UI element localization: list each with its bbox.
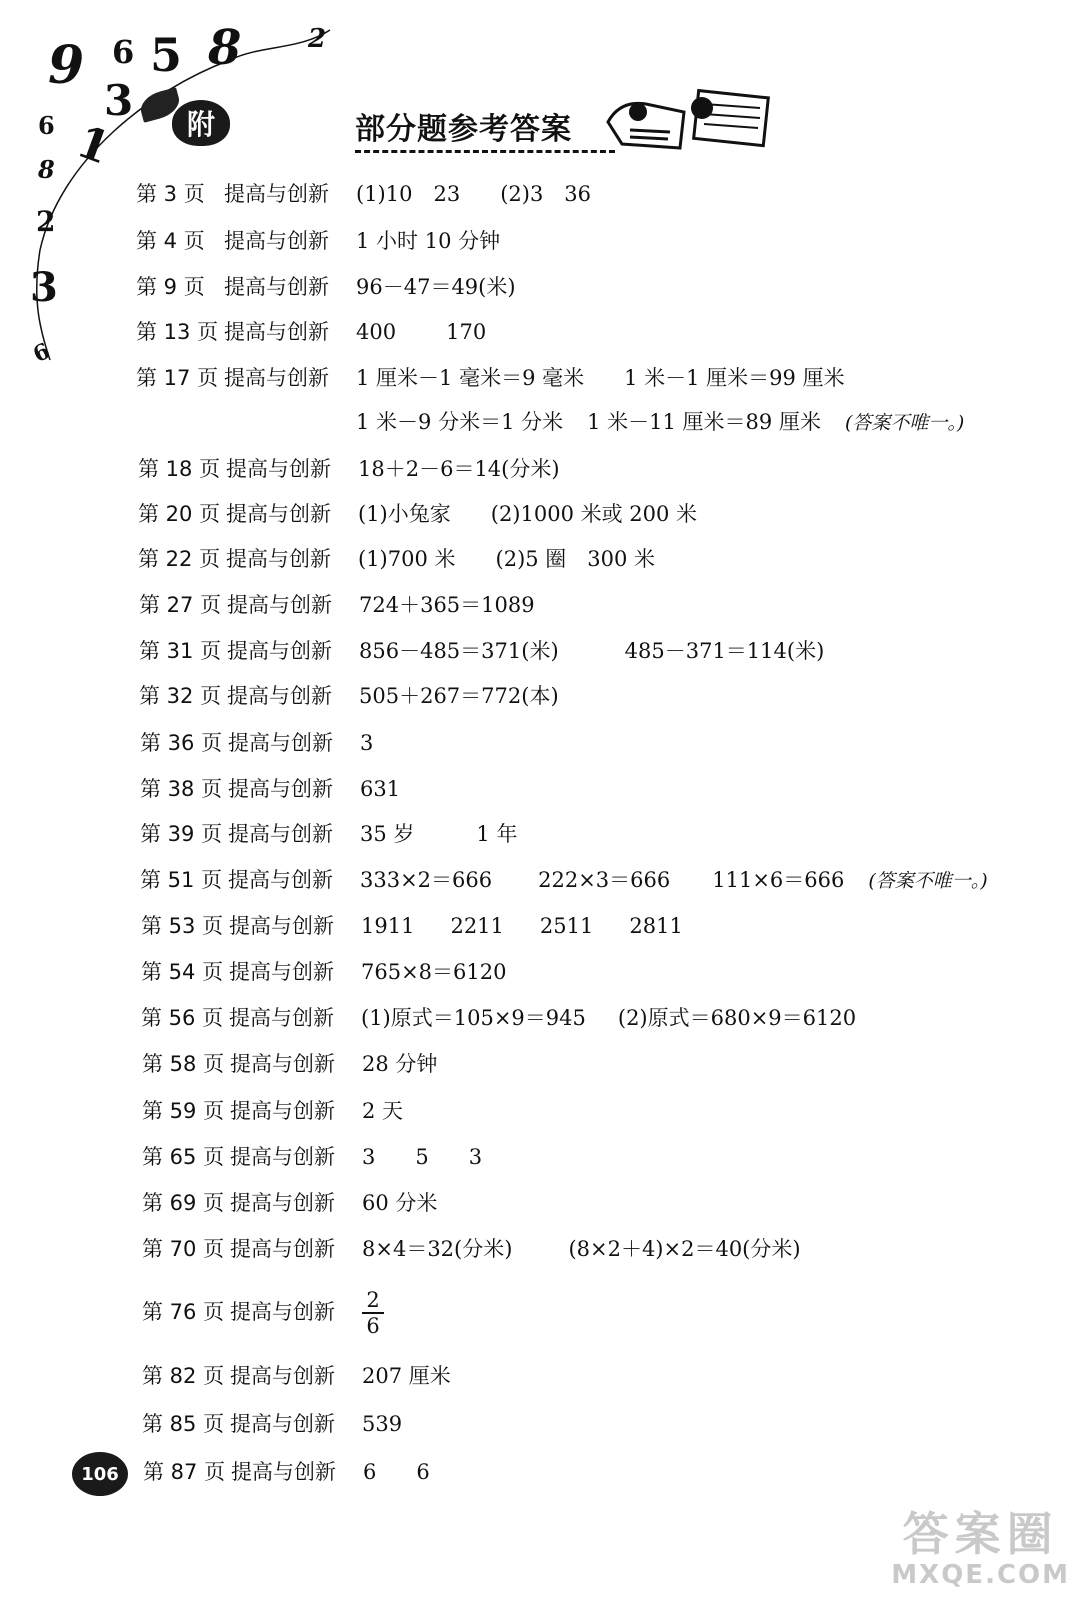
answer-row (143, 1458, 430, 1486)
answer-text: 96－47＝49(米) (356, 275, 516, 299)
section-label: 提高与创新 (228, 777, 333, 801)
page-title: 部分题参考答案 (355, 112, 572, 147)
answer-text: 856－485＝371(米) (359, 639, 559, 663)
answer-text: 2511 (539, 914, 594, 938)
answer-text: 35 岁 (360, 822, 415, 846)
section-label: 提高与创新 (229, 1006, 334, 1030)
section-label: 提高与创新 (224, 275, 329, 299)
page-number: 106 (72, 1452, 128, 1496)
answer-text: 1 年 (476, 822, 518, 846)
page-ref: 第 31 页 (139, 639, 222, 663)
section-label: 提高与创新 (228, 822, 333, 846)
section-label: 提高与创新 (230, 1364, 335, 1388)
page-ref: 第 51 页 (140, 868, 223, 892)
answer-text: 2811 (629, 914, 683, 938)
answer-row (136, 364, 845, 392)
answer-text: (8×2＋4)×2＝40(分米) (568, 1237, 801, 1261)
answer-row (142, 1050, 437, 1078)
answer-row (141, 958, 506, 986)
answer-text: 5 (415, 1145, 429, 1169)
section-label: 提高与创新 (227, 639, 332, 663)
answer-row (140, 866, 988, 894)
fraction-answer (362, 1288, 384, 1338)
page-ref: 第 69 页 (142, 1191, 225, 1215)
answer-row (142, 1410, 402, 1438)
section-label: 提高与创新 (226, 457, 331, 481)
section-label: 提高与创新 (230, 1299, 335, 1324)
answer-text: (1)小兔家 (358, 502, 451, 526)
page-ref: 第 53 页 (141, 914, 224, 938)
answer-row (141, 1004, 856, 1032)
page-ref: 第 20 页 (138, 502, 221, 526)
page-ref: 第 36 页 (140, 731, 223, 755)
answer-text: 18＋2－6＝14(分米) (358, 457, 560, 481)
page-ref: 第 27 页 (139, 593, 222, 617)
books-illustration-icon (600, 82, 780, 154)
answer-text: 111×6＝666 (712, 868, 845, 892)
answer-text: 400 (356, 320, 397, 344)
answer-text: 1911 (361, 914, 415, 938)
answer-text: 60 分米 (362, 1191, 438, 1215)
answer-text: (2)3 36 (500, 182, 592, 206)
fraction-denominator: 6 (366, 1314, 380, 1338)
deco-digit: 1 (70, 116, 117, 175)
answer-text: 765×8＝6120 (361, 960, 507, 984)
answer-row (142, 1362, 451, 1390)
answer-text: (2)5 圈 300 米 (495, 547, 656, 571)
deco-digit: 2 (308, 24, 327, 54)
section-label: 提高与创新 (227, 684, 332, 708)
answer-row (140, 820, 517, 848)
fraction-numerator: 2 (366, 1288, 380, 1312)
section-label: 提高与创新 (224, 182, 329, 206)
deco-digit: 3 (30, 264, 58, 311)
section-label: 提高与创新 (227, 593, 332, 617)
answer-text: 28 分钟 (362, 1052, 438, 1076)
answer-row (139, 591, 535, 619)
answer-text: 1 厘米－1 毫米＝9 毫米 (356, 366, 585, 390)
section-label: 提高与创新 (224, 320, 329, 344)
section-label: 提高与创新 (230, 1191, 335, 1215)
answer-row (138, 455, 560, 483)
answer-text: 631 (360, 777, 401, 801)
page-ref: 第 82 页 (142, 1364, 225, 1388)
answer-text: (答案不唯一。) (868, 870, 988, 892)
page-ref: 第 87 页 (143, 1460, 226, 1484)
section-label: 提高与创新 (230, 1412, 335, 1436)
deco-digit: 6 (29, 337, 55, 369)
appendix-badge: 附 (172, 100, 230, 146)
answer-row (138, 500, 697, 528)
page-ref: 第 58 页 (142, 1052, 225, 1076)
page-ref: 第 13 页 (136, 320, 219, 344)
answer-text: (答案不唯一。) (844, 412, 965, 434)
answer-text: (1)700 米 (358, 547, 456, 571)
answer-text: 1 米－11 厘米＝89 厘米 (587, 410, 821, 434)
section-label: 提高与创新 (229, 960, 334, 984)
section-label: 提高与创新 (231, 1460, 336, 1484)
answer-row (139, 682, 559, 710)
deco-digit: 5 (150, 28, 183, 82)
page-ref: 第 70 页 (142, 1237, 225, 1261)
section-label: 提高与创新 (224, 229, 329, 253)
answer-text: 3 (362, 1145, 376, 1169)
deco-digit: 8 (208, 20, 242, 76)
answer-text: 2 天 (362, 1099, 404, 1123)
deco-digit: 6 (38, 111, 55, 140)
answer-text: 333×2＝666 (360, 868, 493, 892)
page-ref: 第 76 页 (142, 1299, 225, 1324)
answer-row (136, 180, 591, 208)
section-label: 提高与创新 (230, 1052, 335, 1076)
section-label: 提高与创新 (229, 914, 334, 938)
answer-text: 3 (360, 731, 374, 755)
answer-text: 222×3＝666 (538, 868, 671, 892)
page-ref: 第 85 页 (142, 1412, 225, 1436)
answer-text: (1)原式＝105×9＝945 (361, 1006, 586, 1030)
answer-text: 539 (362, 1412, 403, 1436)
section-label: 提高与创新 (224, 366, 329, 390)
answer-row (140, 775, 400, 803)
answer-row (142, 1097, 403, 1125)
answer-row (136, 408, 964, 436)
answer-row (136, 227, 500, 255)
page-ref: 第 32 页 (139, 684, 222, 708)
page-ref: 第 65 页 (142, 1145, 225, 1169)
answer-text: (2)1000 米或 200 米 (490, 502, 698, 526)
section-label: 提高与创新 (226, 547, 331, 571)
answer-text: 3 (468, 1145, 483, 1169)
page-ref: 第 59 页 (142, 1099, 225, 1123)
deco-digit: 2 (36, 205, 56, 238)
deco-digit: 3 (104, 76, 134, 125)
deco-digit: 6 (112, 33, 135, 71)
answer-text: (2)原式＝680×9＝6120 (617, 1006, 857, 1030)
section-label: 提高与创新 (230, 1145, 335, 1169)
answer-row (141, 912, 683, 940)
answer-row (142, 1288, 384, 1344)
answer-text: 2211 (450, 914, 504, 938)
answer-text: 724＋365＝1089 (359, 593, 535, 617)
answer-row (142, 1189, 437, 1217)
section-label: 提高与创新 (226, 502, 331, 526)
watermark: 答案圈 MXQE.COM (891, 1507, 1070, 1590)
page-ref: 第 39 页 (140, 822, 223, 846)
answer-text: 6 (416, 1460, 430, 1484)
deco-digit: 9 (48, 35, 85, 96)
page-ref: 第 17 页 (136, 366, 219, 390)
answer-text: 170 (446, 320, 487, 344)
answer-text: 505＋267＝772(本) (359, 684, 559, 708)
page-ref: 第 4 页 (136, 229, 205, 253)
answer-row (139, 637, 824, 665)
answer-row (138, 545, 655, 573)
answer-text: 1 米－9 分米＝1 分米 (356, 410, 564, 434)
answer-row (142, 1143, 482, 1171)
answer-text: 6 (363, 1460, 377, 1484)
section-label: 提高与创新 (230, 1099, 335, 1123)
answer-text: 1 小时 10 分钟 (356, 229, 501, 253)
answer-row (142, 1235, 801, 1263)
page-ref: 第 54 页 (141, 960, 224, 984)
page-ref: 第 56 页 (141, 1006, 224, 1030)
section-label: 提高与创新 (228, 868, 333, 892)
section-label: 提高与创新 (230, 1237, 335, 1261)
answer-text: 1 米－1 厘米＝99 厘米 (624, 366, 845, 390)
answer-text: (1)10 23 (356, 182, 461, 206)
answer-text: 207 厘米 (362, 1364, 451, 1388)
answer-row (136, 273, 516, 301)
answer-text: 8×4＝32(分米) (362, 1237, 513, 1261)
answer-row (136, 318, 486, 346)
answer-text: 485－371＝114(米) (624, 639, 825, 663)
page-ref: 第 22 页 (138, 547, 221, 571)
section-label: 提高与创新 (228, 731, 333, 755)
deco-digit: 8 (38, 155, 55, 184)
page-ref: 第 38 页 (140, 777, 223, 801)
page-ref: 第 9 页 (136, 275, 205, 299)
page-ref: 第 3 页 (136, 182, 205, 206)
title-dashed-underline (355, 150, 615, 153)
answer-row (140, 729, 373, 757)
page-ref: 第 18 页 (138, 457, 221, 481)
